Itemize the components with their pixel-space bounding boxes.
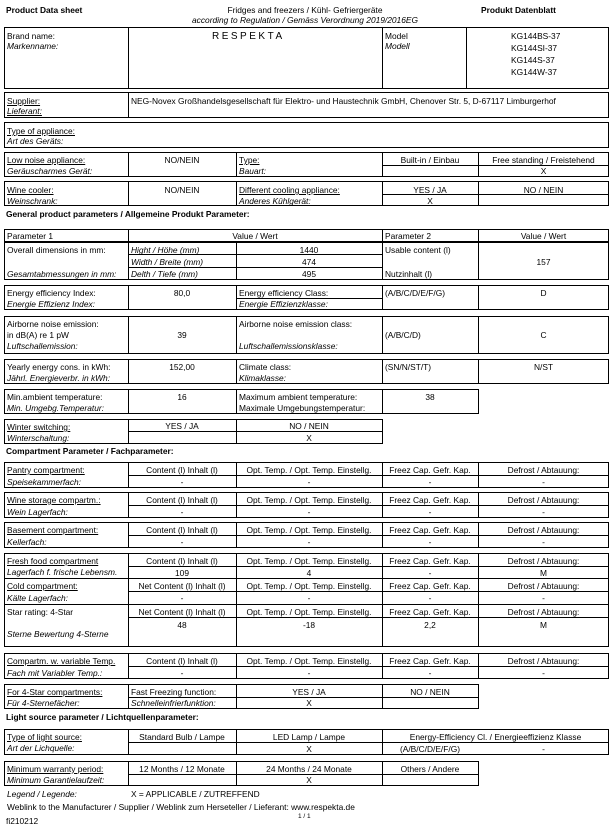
pantry-freez-h: Freez Cap. Gefr. Kap. [389, 465, 471, 475]
min-ambient-label-de: Min. Umgebg.Temperatur: [7, 403, 104, 413]
supplier-label: Supplier: [7, 96, 41, 106]
min-ambient-value: 16 [177, 392, 187, 402]
fresh-freez: - [428, 568, 432, 578]
noise-label-de: Luftschallemission: [7, 341, 78, 351]
noise-label-2: in dB(A) re 1 pW [7, 330, 69, 340]
brand-logo: RESPEKTA [212, 31, 285, 42]
low-noise-value: NO/NEIN [164, 155, 200, 165]
variable-defrost: - [542, 668, 545, 678]
climate-label-de: Klimaklasse: [239, 373, 287, 383]
supplier-value: NEG-Novex Großhandelsgesellschaft für Elektro- und Haustechnik GmbH, Chenover Str. 5, D-67117 Limburgerhof [131, 96, 556, 106]
climate-value: N/ST [533, 362, 554, 372]
fast-freeze-label-de: Schnelleinfrierfunktion: [131, 698, 216, 708]
type-freestanding: Free standing / Freistehend [492, 155, 595, 165]
winter-label-de: Winterschaltung: [7, 433, 70, 443]
page-number: 1 / 1 [298, 813, 311, 820]
wine-cooler-label-de: Weinschrank: [7, 196, 58, 206]
light-section-title: Light source parameter / Lichtquellenparameter: [6, 712, 199, 722]
variable-defrost-h: Defrost / Abtauung: [507, 656, 580, 666]
low-noise-label: Low noise appliance: [7, 155, 86, 165]
height-value: 1440 [299, 245, 319, 255]
variable-content: - [180, 668, 184, 678]
cold-content-h: Net Content (l) Inhalt (l) [138, 581, 226, 591]
fresh-defrost-h: Defrost / Abtauung: [507, 556, 580, 566]
cold-freez-h: Freez Cap. Gefr. Kap. [389, 581, 471, 591]
warranty-label: Minimum warranty period: [7, 764, 104, 774]
warranty-label-de: Minimum Garantielaufzeit: [7, 775, 105, 785]
max-ambient-label-de: Maximale Umgebungstemperatur: [239, 403, 366, 413]
variable-opt: - [307, 668, 311, 678]
basement-freez-h: Freez Cap. Gefr. Kap. [389, 525, 471, 535]
star-defrost: M [540, 620, 547, 630]
basement-defrost-h: Defrost / Abtauung: [507, 525, 580, 535]
noise-value: 39 [177, 330, 187, 340]
model-item: KG144BS-37 [511, 31, 561, 41]
cooling-mark: X [427, 196, 433, 206]
light-label-de: Art der Lichquelle: [7, 743, 75, 753]
low-noise-label-de: Geräuscharmes Gerät: [7, 166, 93, 176]
winter-mark: X [306, 433, 312, 443]
light-label: Type of light source: [7, 732, 82, 742]
wine-freez-h: Freez Cap. Gefr. Kap. [389, 495, 471, 505]
noise-label: Airborne noise emission: [7, 319, 99, 329]
cold-opt: - [307, 593, 311, 603]
fresh-label: Fresh food compartment [7, 556, 99, 566]
fast-freeze-label: Fast Freezing function: [131, 687, 217, 697]
model-item: KG144S-37 [511, 55, 555, 65]
fresh-label-de: Lagerfach f. frische Lebensm. [7, 567, 118, 577]
eec-label: Energy efficiency Class: [239, 288, 329, 298]
pantry-label: Pantry compartment: [7, 465, 85, 475]
eec-label-de: Energie Effizienzklasse: [239, 299, 328, 309]
usable-value: 157 [536, 257, 551, 267]
wine-label-de: Wein Lagerfach: [7, 507, 68, 517]
star-defrost-h: Defrost / Abtauung: [507, 607, 580, 617]
basement-freez: - [428, 537, 432, 547]
cooling-yes: YES / JA [413, 185, 447, 195]
wine-content-h: Content (l) Inhalt (l) [146, 495, 218, 505]
appliance-type-label: Type of appliance: [7, 126, 75, 136]
light-ee-label: Energy-Efficiency Cl. / Energieeffizienz Klasse [409, 732, 582, 742]
yearly-value: 152,00 [169, 362, 195, 372]
warranty-others: Others / Andere [400, 764, 460, 774]
light-ee-value: - [542, 744, 545, 754]
pantry-defrost-h: Defrost / Abtauung: [507, 465, 580, 475]
depth-label: Delth / Tiefe (mm) [131, 269, 198, 279]
variable-label: Compartm. w. variable Temp. [7, 656, 116, 666]
variable-opt-h: Opt. Temp. / Opt. Temp. Einstellg. [246, 656, 372, 666]
four-star-label-de: Für 4-Sternefächer: [7, 698, 80, 708]
climate-label: Climate class: [239, 362, 292, 372]
param2-header: Parameter 2 [385, 231, 432, 241]
cold-freez: - [428, 593, 432, 603]
light-ee-scale: (A/B/C/D/E/F/G) [399, 744, 461, 754]
pantry-opt-h: Opt. Temp. / Opt. Temp. Einstellg. [246, 465, 372, 475]
pantry-label-de: Speisekammerfach: [7, 477, 82, 487]
value2-header: Value / Wert [520, 231, 567, 241]
basement-opt-h: Opt. Temp. / Opt. Temp. Einstellg. [246, 525, 372, 535]
winter-label: Winter switching: [7, 422, 71, 432]
type-builtin: Built-in / Einbau [400, 155, 460, 165]
brand-label-de: Markenname: [7, 41, 59, 51]
wine-cooler-label: Wine cooler: [7, 185, 54, 195]
header-subtitle: according to Regulation / Gemäss Verordnung 2019/2016EG [192, 15, 418, 25]
model-item: KG144W-37 [511, 67, 557, 77]
header-left: Product Data sheet [6, 5, 83, 15]
fast-freeze-no: NO / NEIN [410, 687, 450, 697]
basement-content: - [180, 537, 184, 547]
value-header: Value / Wert [232, 231, 278, 241]
star-freez: 2,2 [424, 620, 436, 630]
pantry-opt: - [307, 477, 311, 487]
fresh-content-h: Content (l) Inhalt (l) [146, 556, 218, 566]
compartment-section-title: Compartment Parameter / Fachparameter: [6, 446, 174, 456]
cold-defrost: - [542, 593, 545, 603]
max-ambient-value: 38 [425, 392, 435, 402]
wine-freez: - [428, 507, 432, 517]
wine-opt-h: Opt. Temp. / Opt. Temp. Einstellg. [246, 495, 372, 505]
height-label: Hight / Höhe (mm) [131, 245, 200, 255]
star-freez-h: Freez Cap. Gefr. Kap. [389, 607, 471, 617]
type-label: Type: [239, 155, 260, 165]
eei-value: 80,0 [173, 288, 191, 298]
basement-defrost: - [542, 537, 545, 547]
width-value: 474 [302, 257, 316, 267]
star-label: Star rating: 4-Star [7, 607, 74, 617]
document-code: fi210212 [6, 816, 39, 826]
cold-defrost-h: Defrost / Abtauung: [507, 581, 580, 591]
appliance-type-label-de: Art des Geräts: [7, 136, 64, 146]
header-title: Fridges and freezers / Kühl- Gefriergeräte [227, 5, 383, 15]
variable-freez-h: Freez Cap. Gefr. Kap. [389, 656, 471, 666]
wine-cooler-value: NO/NEIN [164, 185, 200, 195]
cold-label: Cold compartment: [7, 581, 78, 591]
yearly-label-de: Jährl. Energieverbr. in kWh: [7, 373, 111, 383]
noise-class-value: C [540, 330, 547, 340]
winter-yes: YES / JA [165, 421, 199, 431]
fresh-defrost: M [540, 568, 547, 578]
basement-opt: - [307, 537, 311, 547]
wine-opt: - [307, 507, 311, 517]
legend-label: Legend / Legende: [7, 789, 77, 799]
header-right: Produkt Datenblatt [481, 5, 556, 15]
dims-label: Overall dimensions in mm: [7, 245, 106, 255]
four-star-label: For 4-Star compartments: [7, 687, 103, 697]
appliance-type-box [4, 122, 609, 148]
warranty-24: 24 Months / 24 Monate [266, 764, 352, 774]
noise-class-label-de: Luftschallemissionsklasse: [239, 341, 338, 351]
light-bulb: Standard Bulb / Lampe [139, 732, 225, 742]
cooling-no: NO / NEIN [523, 185, 564, 195]
basement-label: Basement compartment: [7, 525, 99, 535]
usable-label: Usable content (l) [385, 245, 451, 255]
dims-label-de: Gesamtabmessungen in mm: [7, 269, 117, 279]
yearly-label: Yearly energy cons. in kWh: [7, 362, 111, 372]
model-item: KG144SI-37 [511, 43, 558, 53]
light-led: LED Lamp / Lampe [272, 732, 346, 742]
noise-class-label: Airborne noise emission class: [239, 319, 353, 329]
fast-freeze-yes: YES / JA [292, 687, 326, 697]
fast-freeze-mark: X [306, 698, 312, 708]
eei-label: Energy efficiency Index: [7, 288, 96, 298]
pantry-defrost: - [542, 477, 545, 487]
climate-scale: (SN/N/ST/T) [385, 362, 432, 372]
variable-freez: - [428, 668, 432, 678]
star-content: 48 [177, 620, 187, 630]
fresh-freez-h: Freez Cap. Gefr. Kap. [389, 556, 471, 566]
cooling-label-de: Anderes Kühlgerät: [239, 196, 311, 206]
model-label: Model [385, 31, 408, 41]
warranty-mark: X [306, 775, 312, 785]
max-ambient-label: Maximum ambient temperature: [239, 392, 358, 402]
cooling-label: Different cooling appliance: [239, 185, 340, 195]
star-label-de: Sterne Bewertung 4-Sterne [7, 629, 109, 639]
star-opt: -18 [302, 620, 316, 630]
warranty-12: 12 Months / 12 Monate [139, 764, 225, 774]
wine-label: Wine storage compartm.: [7, 495, 101, 505]
pantry-freez: - [428, 477, 432, 487]
param1-header: Parameter 1 [7, 231, 54, 241]
cold-label-de: Kälte Lagerfach: [7, 593, 68, 603]
star-content-h: Net Content (l) Inhalt (l) [138, 607, 226, 617]
wine-defrost-h: Defrost / Abtauung: [507, 495, 580, 505]
cold-content: - [180, 593, 184, 603]
depth-value: 495 [302, 269, 316, 279]
fresh-content: 109 [175, 568, 189, 578]
type-label-de: Bauart: [239, 166, 267, 176]
eei-label-de: Energie Effizienz Index: [7, 299, 95, 309]
width-label: Width / Breite (mm) [131, 257, 204, 267]
wine-content: - [180, 507, 184, 517]
noise-class-scale: (A/B/C/D) [385, 330, 421, 340]
light-led-mark: X [306, 744, 312, 754]
fresh-opt: 4 [306, 568, 312, 578]
pantry-content-h: Content (l) Inhalt (l) [146, 465, 218, 475]
wine-defrost: - [542, 507, 545, 517]
weblink: Weblink to the Manufacturer / Supplier / Weblink zum Herseteller / Lieferant: www.respekta.de [7, 802, 355, 812]
eec-scale: (A/B/C/D/E/F/G) [385, 288, 446, 298]
winter-no: NO / NEIN [289, 421, 329, 431]
variable-label-de: Fach mit Variabler Temp.: [7, 668, 103, 678]
basement-label-de: Kellerfach: [7, 537, 47, 547]
brand-label: Brand name: [7, 31, 55, 41]
model-label-de: Modell [385, 41, 410, 51]
fresh-opt-h: Opt. Temp. / Opt. Temp. Einstellg. [246, 556, 372, 566]
supplier-label-de: Lieferant: [7, 106, 42, 116]
type-freestanding-mark: X [540, 166, 547, 176]
min-ambient-label: Min.ambient temperature: [7, 392, 103, 402]
usable-label-de: Nutzinhalt (l) [385, 269, 433, 279]
pantry-content: - [180, 477, 184, 487]
basement-content-h: Content (l) Inhalt (l) [146, 525, 218, 535]
cold-opt-h: Opt. Temp. / Opt. Temp. Einstellg. [246, 581, 372, 591]
eec-value: D [540, 288, 547, 298]
variable-content-h: Content (l) Inhalt (l) [146, 656, 218, 666]
legend-value: X = APPLICABLE / ZUTREFFEND [131, 789, 260, 799]
general-section-title: General product parameters / Allgemeine Produkt Parameter: [6, 209, 250, 219]
star-opt-h: Opt. Temp. / Opt. Temp. Einstellg. [246, 607, 372, 617]
